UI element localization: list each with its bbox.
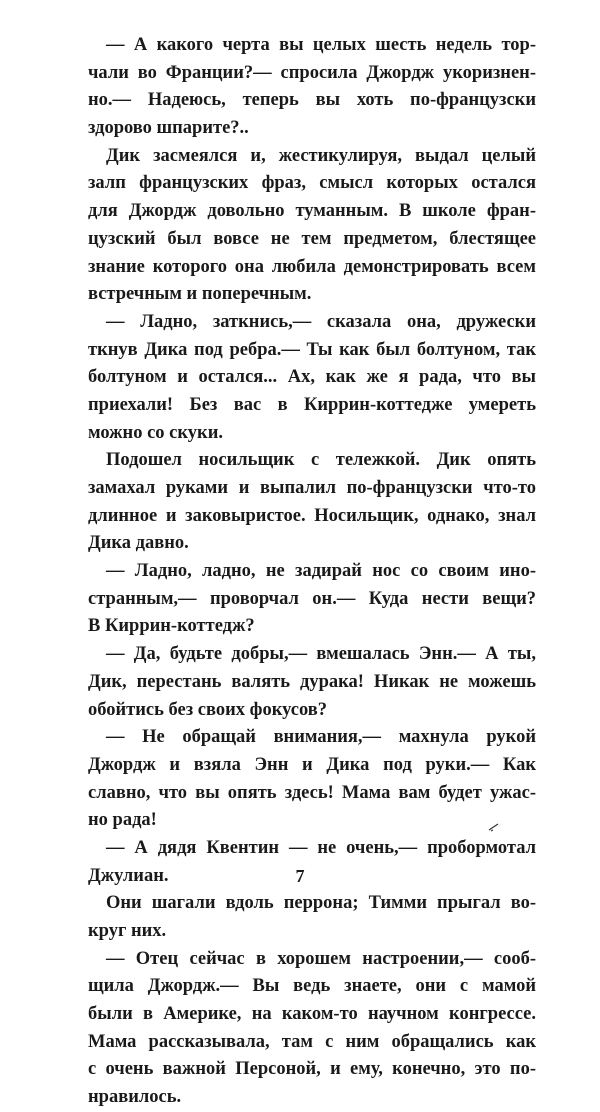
text-line: — Ладно, ладно, не задирай нос со своим ино- <box>106 561 536 582</box>
pencil-mark <box>488 822 500 832</box>
text-line: славно, что вы опять здесь! Мама вам будет ужас- <box>88 782 536 803</box>
text-line: залп французских фраз, смысл которых остался <box>88 173 536 194</box>
text-line: длинное и заковыристое. Носильщик, однако, знал <box>88 505 536 526</box>
text-line: болтуном и остался... Ах, как же я рада, что вы <box>88 367 536 388</box>
text-line: Джулиан. <box>88 865 169 886</box>
text-line: круг них. <box>88 921 167 941</box>
text-line: цузский был вовсе не тем предметом, блестящее <box>88 228 536 249</box>
text-line: Мама рассказывала, там с ним обращались как <box>88 1031 536 1052</box>
text-line: можно со скуки. <box>88 422 223 443</box>
text-line: чали во Франции?— спросила Джордж укоризнен- <box>88 62 536 83</box>
text-line: встречным и поперечным. <box>88 284 312 305</box>
text-line: приехали! Без вас в Киррин-коттедже умереть <box>88 394 536 415</box>
text-line: странным,— проворчал он.— Куда нести вещи? <box>88 588 536 609</box>
text-line: для Джордж довольно туманным. В школе фран- <box>88 201 536 222</box>
text-line: — А дядя Квентин — не очень,— пробормотал <box>106 837 536 858</box>
text-line: замахал руками и выпалил по-французски что-то <box>88 478 536 498</box>
text-line: — А какого черта вы целых шесть недель тор- <box>106 35 536 55</box>
page-text <box>88 32 536 1112</box>
text-line: знание которого она любила демонстрировать всем <box>88 256 536 277</box>
text-line: — Ладно, заткнись,— сказала она, дружески <box>106 311 536 332</box>
text-line: Джордж и взяла Энн и Дика под руки.— Как <box>88 754 536 775</box>
text-line: — Да, будьте добры,— вмешалась Энн.— А ты, <box>106 644 536 665</box>
text-line: но рада! <box>88 810 157 831</box>
text-line: Подошел носильщик с тележкой. Дик опять <box>106 450 536 471</box>
text-line: Дик, перестань валять дурака! Никак не можешь <box>88 671 536 692</box>
text-line: В Киррин-коттедж? <box>88 616 255 637</box>
text-line: Дик засмеялся и, жестикулируя, выдал целый <box>106 145 536 166</box>
text-line: но.— Надеюсь, теперь вы хоть по-французски <box>88 90 536 111</box>
text-line: — Не обращай внимания,— махнула рукой <box>106 727 536 748</box>
text-line: нравилось. <box>88 1087 182 1108</box>
page-number: 7 <box>295 866 305 886</box>
text-line: были в Америке, на каком-то научном конгрессе. <box>88 1004 536 1025</box>
text-line: щила Джордж.— Вы ведь знаете, они с мамой <box>88 976 536 997</box>
text-line: Дика давно. <box>88 533 189 554</box>
text-line: Они шагали вдоль перрона; Тимми прыгал во- <box>106 893 536 914</box>
text-line: здорово шпарите?.. <box>88 118 249 139</box>
text-line: с очень важной Персоной, и ему, конечно, это по- <box>88 1059 536 1080</box>
text-line: — Отец сейчас в хорошем настроении,— сооб- <box>106 948 536 969</box>
text-line: обойтись без своих фокусов? <box>88 699 328 720</box>
text-line: ткнув Дика под ребра.— Ты как был болтуном, так <box>88 339 536 360</box>
